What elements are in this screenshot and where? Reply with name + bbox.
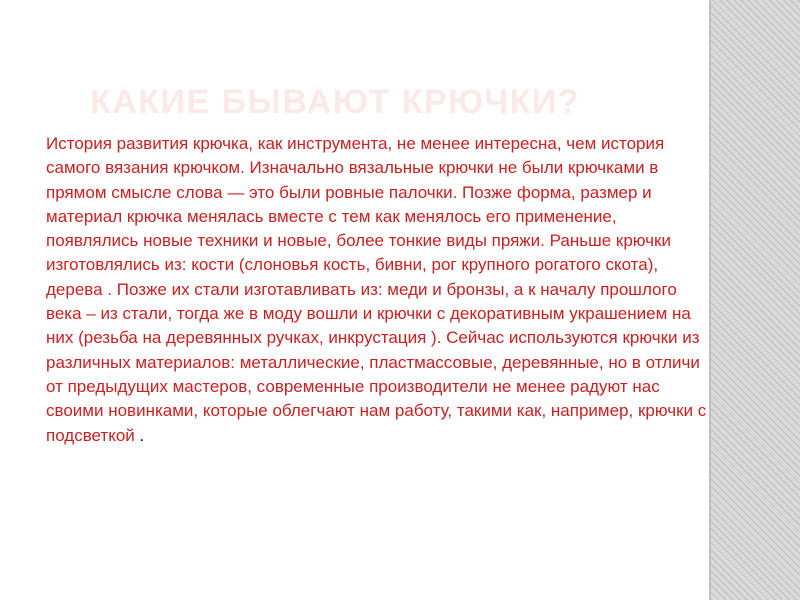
decorative-side-stripe (711, 0, 800, 600)
slide-title: КАКИЕ БЫВАЮТ КРЮЧКИ? (90, 83, 581, 121)
body-paragraph: История развития крючка, как инструмента, не менее интересна, чем история самого вязания крючком. Изначально вязальные крючки не были крючками в прямом смысле слова — это были ровные палочки. Позже форма, размер и материал крючка менялась вместе с тем как менялось его применение, появлялись новые техники и новые, более тонкие виды пряжи. Раньше крючки изготовлялись из: кости (слоновья кость, бивни, рог крупного рогатого скота), дерева . Позже их стали изготавливать из: меди и бронзы, а к началу прошлого века – из стали, тогда же в моду вошли и крючки с декоративным украшением на них (резьба на деревянных ручках, инкрустация ). Сейчас используются крючки из различных материалов: металлические, пластмассовые, деревянные, но в отличи от предыдущих мастеров, современные производители не менее радуют нас своими новинками, которые облегчают нам работу, такими как, например, крючки с подсветкой (46, 134, 707, 445)
slide-body-text (46, 132, 712, 448)
body-end-mark: . (139, 425, 145, 445)
